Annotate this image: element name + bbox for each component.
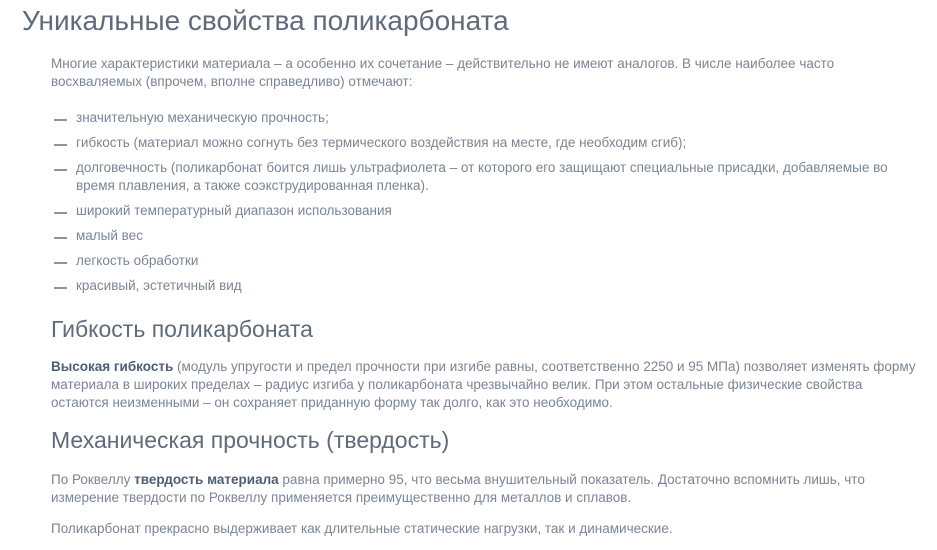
intro-paragraph: Многие характеристики материала – а особенно их сочетание – действительно не имеют аналогов. В числе наиболее часто восхваляемых (впрочем, вполне справедливо) отмечают:: [51, 56, 835, 89]
section-title-strength: Механическая прочность (твердость): [51, 427, 450, 453]
dash-bullet-icon: [54, 144, 67, 146]
list-item: [54, 159, 924, 195]
properties-list: [54, 109, 924, 302]
flexibility-bold-term: Высокая гибкость: [51, 359, 174, 374]
page-title: Уникальные свойства поликарбоната: [22, 5, 509, 36]
list-item-text: долговечность (поликарбонат боится лишь ультрафиолета – от которого его защищают специальные присадки, добавляемые во время плавления, а также соэкструдированная пленка).: [76, 160, 888, 193]
list-item: [54, 202, 924, 220]
list-item-text: легкость обработки: [76, 253, 199, 268]
list-item-text: малый вес: [76, 228, 143, 243]
flexibility-text: (модуль упругости и предел прочности при изгибе равны, соответственно 2250 и 95 МПа) позволяет изменять форму материала в широких пределах – радиус изгиба у поликарбоната чрезвычайно велик. При этом остальные физические свойства остаются неизменными – он сохраняет приданную форму так долго, как это необходимо.: [51, 359, 916, 410]
dash-bullet-icon: [54, 262, 67, 264]
list-item-text: значительную механическую прочность;: [76, 110, 329, 125]
dash-bullet-icon: [54, 237, 67, 239]
dash-bullet-icon: [54, 169, 67, 171]
list-item-text: широкий температурный диапазон использования: [76, 203, 392, 218]
flexibility-paragraph: [51, 358, 921, 412]
strength-text-before: По Роквеллу: [51, 472, 135, 487]
list-item: [54, 134, 924, 152]
list-item-text: гибкость (материал можно согнуть без термического воздействия на месте, где необходим сгиб);: [76, 135, 687, 150]
list-item: [54, 227, 924, 245]
strength-bold-term: твердость материала: [134, 472, 279, 487]
dash-bullet-icon: [54, 119, 67, 121]
strength-paragraph: [51, 471, 921, 507]
dash-bullet-icon: [54, 212, 67, 214]
list-item: [54, 277, 924, 295]
list-item-text: красивый, эстетичный вид: [76, 278, 242, 293]
strength-text-after: равна примерно 95, что весьма внушительный показатель. Достаточно вспомнить лишь, что измерение твердости по Роквеллу применяется преимущественно для металлов и сплавов.: [51, 472, 865, 505]
list-item: [54, 252, 924, 270]
strength-paragraph-2: Поликарбонат прекрасно выдерживает как длительные статические нагрузки, так и динамические.: [51, 521, 673, 536]
list-item: [54, 109, 924, 127]
section-title-flexibility: Гибкость поликарбоната: [51, 316, 313, 342]
dash-bullet-icon: [54, 287, 67, 289]
